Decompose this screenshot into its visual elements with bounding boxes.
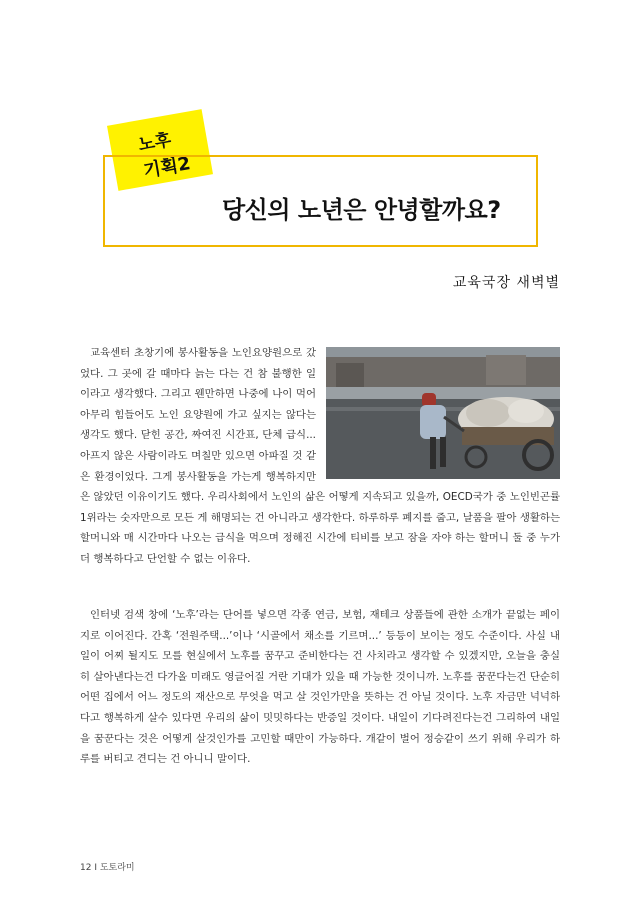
series-tag-line2: 기획2 bbox=[141, 153, 193, 182]
article-photo bbox=[326, 347, 560, 479]
paragraph-1: 교육센터 초창기에 봉사활동을 노인요양원으로 갔었다. 그 곳에 갈 때마다 늙는 다는 건 참 불행한 일이라고 생각했다. 그리고 웬만하면 나중에 나이 먹어 아무리 힘들어도 노인 요양원에 가고 싶지는 않다는 생각도 했다. 닫힌 공간, 짜여진 시간표, 단체 급식... 아프지 않은 사람이라도 며칠만 있으면 아파질 것 같은 환경이었다. 그게 봉사활동을 가는게 행복하지만은 않았던 이유이기도 했다. 우리사회에서 노인의 삶은 어떻게 지속되고 있을까, OECD국가 중 노인빈곤률 1위라는 숫자만으로 모든 게 해명되는 건 아니라고 생각한다. 하루하루 폐지를 줍고, 날품을 팔아 생활하는 할머니와 매 시간마다 나오는 급식을 먹으며 정해진 시간에 티비를 보고 잠을 자야 하는 할머니 둘 중 누가 더 행복하다고 단언할 수 없는 이유다. bbox=[80, 347, 560, 565]
article-title: 당신의 노년은 안녕할까요? bbox=[222, 196, 501, 224]
page-footer: 12 I 도토라미 bbox=[80, 863, 135, 873]
paragraph-2: 인터넷 검색 창에 ‘노후’라는 단어를 넣으면 각종 연금, 보험, 재테크 상품들에 관한 소개가 끝없는 페이지로 이어진다. 간혹 ‘전원주택...’이나 ‘시골에서 채소를 기르며...’ 등등이 보이는 정도 수준이다. 사실 내일이 어찌 될지도 모를 현실에서 노후를 꿈꾸고 준비한다는 건 사치라고 생각할 수 있겠지만, 오늘을 충실히 살아낸다는건 다가올 미래도 영글어질 거란 기대가 있을 때 가능한 것이니까. 노후를 꿈꾼다는건 단순히 어떤 집에서 어느 정도의 재산으로 무엇을 먹고 살 것인가만을 뜻하는 건 아닐 것이다. 노후 자금만 넉넉하다고 행복하게 살수 있다면 우리의 삶이 밋밋하다는 반증일 것이다. 내일이 기다려진다는건 그리하여 내일을 꿈꾼다는 것은 어떻게 살것인가를 고민할 때만이 가능하다. 개같이 벌어 정승같이 쓰기 위해 우리가 하루를 버티고 견디는 건 아니니 말이다. bbox=[80, 609, 560, 766]
paragraph-1-block bbox=[80, 343, 560, 570]
elderly-man-pulling-cart-icon bbox=[326, 347, 560, 479]
series-tag-line1: 노후 bbox=[136, 130, 173, 156]
author-byline: 교육국장 새벽별 bbox=[452, 275, 560, 291]
paragraph-2-block bbox=[80, 605, 560, 770]
